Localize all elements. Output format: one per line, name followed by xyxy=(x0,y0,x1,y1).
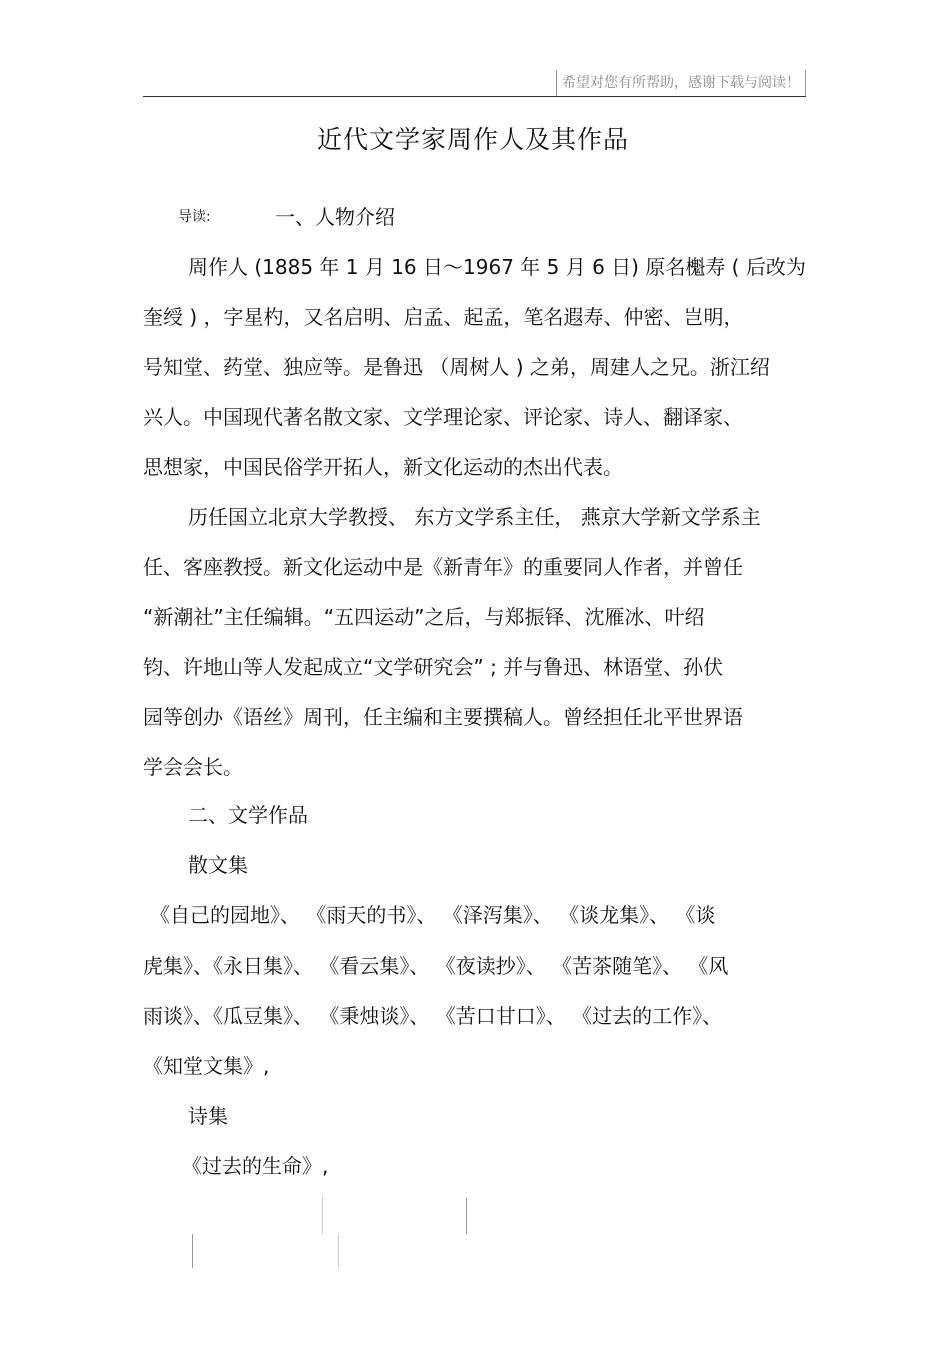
table-fragment-line xyxy=(338,1234,339,1268)
table-fragment-line xyxy=(466,1198,467,1234)
prose-list-line: 《知堂文集》, xyxy=(143,1054,270,1078)
header-divider xyxy=(143,96,806,97)
header-tagline: 希望对您有所帮助，感谢下载与阅读！ xyxy=(556,70,806,96)
table-fragment-line xyxy=(322,1196,323,1234)
section-heading-works: 二、文学作品 xyxy=(188,803,308,827)
subheading-poetry: 诗集 xyxy=(188,1104,228,1128)
paragraph-line: 周作人 (1885 年 1 月 16 日～1967 年 5 月 6 日) 原名櫆寿 ( 后改为 xyxy=(188,255,806,279)
paragraph-line: 兴人。中国现代著名散文家、文学理论家、评论家、诗人、翻译家、 xyxy=(143,405,743,429)
paragraph-line: 学会会长。 xyxy=(143,755,243,779)
paragraph-line: 园等创办《语丝》周刊，任主编和主要撰稿人。曾经担任北平世界语 xyxy=(143,705,743,729)
paragraph-line: 钧、许地山等人发起成立“文学研究会” ; 并与鲁迅、林语堂、孙伏 xyxy=(143,655,724,679)
paragraph-line: 号知堂、药堂、独应等。是鲁迅 （周树人 ) 之弟，周建人之兄。浙江绍 xyxy=(143,355,770,379)
paragraph-line: 任、客座教授。新文化运动中是《新青年》的重要同人作者，并曾任 xyxy=(143,555,743,579)
prose-list-line: 雨谈》、《瓜豆集》、 《秉烛谈》、 《苦口甘口》、 《过去的工作》、 xyxy=(143,1004,723,1028)
paragraph-line: 奎绶 ) ，字星杓，又名启明、启孟、起孟，笔名遐寿、仲密、岂明， xyxy=(143,305,744,329)
paragraph-line: “新潮社”主任编辑。“五四运动”之后，与郑振铎、沈雁冰、叶绍 xyxy=(143,605,705,629)
paragraph-line: 历任国立北京大学教授、 东方文学系主任， 燕京大学新文学系主 xyxy=(188,505,761,529)
prose-list-line: 《自己的园地》、 《雨天的书》、 《泽泻集》、 《谈龙集》、 《谈 xyxy=(150,903,716,927)
document-title: 近代文学家周作人及其作品 xyxy=(316,125,629,154)
guide-label: 导读: xyxy=(178,209,211,225)
prose-list-line: 虎集》、《永日集》、 《看云集》、 《夜读抄》、 《苦茶随笔》、 《风 xyxy=(143,954,729,978)
section-heading-biography: 一、人物介绍 xyxy=(275,205,395,229)
subheading-prose: 散文集 xyxy=(188,853,248,877)
poetry-list-line: 《过去的生命》, xyxy=(182,1154,329,1178)
table-fragment-line xyxy=(192,1234,193,1268)
paragraph-line: 思想家，中国民俗学开拓人，新文化运动的杰出代表。 xyxy=(143,455,623,479)
